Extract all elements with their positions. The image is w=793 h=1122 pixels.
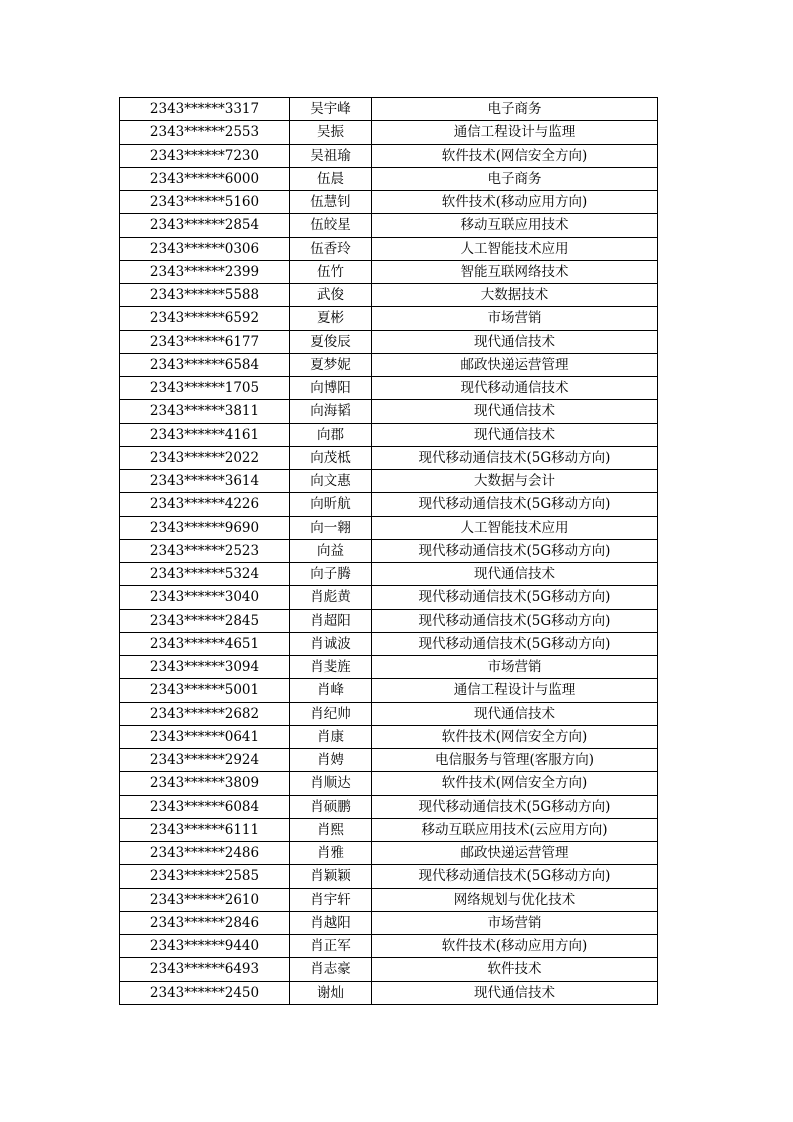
student-name-cell: 肖娉 bbox=[290, 749, 372, 772]
table-row bbox=[120, 191, 658, 214]
student-id-cell: 2343******3094 bbox=[120, 656, 290, 679]
student-name-cell: 伍竹 bbox=[290, 260, 372, 283]
table-row bbox=[120, 563, 658, 586]
table-row bbox=[120, 167, 658, 190]
major-cell: 市场营销 bbox=[372, 656, 658, 679]
major-cell: 现代通信技术 bbox=[372, 423, 658, 446]
table-row bbox=[120, 284, 658, 307]
student-name-cell: 伍晨 bbox=[290, 167, 372, 190]
major-cell: 网络规划与优化技术 bbox=[372, 888, 658, 911]
student-id-cell: 2343******2450 bbox=[120, 981, 290, 1004]
student-name-cell: 向昕航 bbox=[290, 493, 372, 516]
student-id-cell: 2343******6493 bbox=[120, 958, 290, 981]
student-name-cell: 伍慧钊 bbox=[290, 191, 372, 214]
student-name-cell: 肖斐旌 bbox=[290, 656, 372, 679]
table-row bbox=[120, 539, 658, 562]
table-row bbox=[120, 98, 658, 121]
student-table bbox=[119, 97, 658, 1005]
major-cell: 智能互联网络技术 bbox=[372, 260, 658, 283]
student-name-cell: 肖颖颖 bbox=[290, 865, 372, 888]
table-row bbox=[120, 237, 658, 260]
student-id-cell: 2343******2610 bbox=[120, 888, 290, 911]
student-name-cell: 肖宇轩 bbox=[290, 888, 372, 911]
table-row bbox=[120, 377, 658, 400]
major-cell: 软件技术(移动应用方向) bbox=[372, 191, 658, 214]
student-id-cell: 2343******2022 bbox=[120, 446, 290, 469]
major-cell: 现代移动通信技术(5G移动方向) bbox=[372, 539, 658, 562]
student-id-cell: 2343******3317 bbox=[120, 98, 290, 121]
table-body bbox=[120, 98, 658, 1005]
student-name-cell: 向益 bbox=[290, 539, 372, 562]
student-id-cell: 2343******2854 bbox=[120, 214, 290, 237]
table-row bbox=[120, 470, 658, 493]
student-id-cell: 2343******4161 bbox=[120, 423, 290, 446]
table-row bbox=[120, 749, 658, 772]
student-id-cell: 2343******6084 bbox=[120, 795, 290, 818]
student-name-cell: 向郡 bbox=[290, 423, 372, 446]
table-row bbox=[120, 586, 658, 609]
major-cell: 软件技术(网信安全方向) bbox=[372, 725, 658, 748]
major-cell: 人工智能技术应用 bbox=[372, 516, 658, 539]
student-id-cell: 2343******5324 bbox=[120, 563, 290, 586]
major-cell: 通信工程设计与监理 bbox=[372, 121, 658, 144]
table-row bbox=[120, 981, 658, 1004]
student-id-cell: 2343******5588 bbox=[120, 284, 290, 307]
major-cell: 现代移动通信技术(5G移动方向) bbox=[372, 493, 658, 516]
table-row bbox=[120, 144, 658, 167]
major-cell: 软件技术(移动应用方向) bbox=[372, 935, 658, 958]
student-id-cell: 2343******6584 bbox=[120, 353, 290, 376]
student-id-cell: 2343******2846 bbox=[120, 911, 290, 934]
major-cell: 邮政快递运营管理 bbox=[372, 842, 658, 865]
student-id-cell: 2343******9690 bbox=[120, 516, 290, 539]
student-id-cell: 2343******5001 bbox=[120, 679, 290, 702]
table-row bbox=[120, 911, 658, 934]
student-id-cell: 2343******3811 bbox=[120, 400, 290, 423]
student-name-cell: 伍皎星 bbox=[290, 214, 372, 237]
student-id-cell: 2343******4226 bbox=[120, 493, 290, 516]
table-row bbox=[120, 260, 658, 283]
major-cell: 电信服务与管理(客服方向) bbox=[372, 749, 658, 772]
student-id-cell: 2343******6000 bbox=[120, 167, 290, 190]
student-name-cell: 向海韬 bbox=[290, 400, 372, 423]
student-id-cell: 2343******7230 bbox=[120, 144, 290, 167]
major-cell: 移动互联应用技术(云应用方向) bbox=[372, 818, 658, 841]
major-cell: 软件技术(网信安全方向) bbox=[372, 144, 658, 167]
table-row bbox=[120, 330, 658, 353]
table-row bbox=[120, 842, 658, 865]
major-cell: 现代通信技术 bbox=[372, 702, 658, 725]
student-name-cell: 肖熙 bbox=[290, 818, 372, 841]
student-name-cell: 肖峰 bbox=[290, 679, 372, 702]
student-name-cell: 向茂柢 bbox=[290, 446, 372, 469]
student-id-cell: 2343******0641 bbox=[120, 725, 290, 748]
major-cell: 市场营销 bbox=[372, 307, 658, 330]
table-row bbox=[120, 400, 658, 423]
student-name-cell: 肖纪帅 bbox=[290, 702, 372, 725]
student-id-cell: 2343******6111 bbox=[120, 818, 290, 841]
table-row bbox=[120, 725, 658, 748]
student-name-cell: 武俊 bbox=[290, 284, 372, 307]
major-cell: 软件技术(网信安全方向) bbox=[372, 772, 658, 795]
major-cell: 现代移动通信技术 bbox=[372, 377, 658, 400]
student-name-cell: 肖顺达 bbox=[290, 772, 372, 795]
table-row bbox=[120, 353, 658, 376]
student-id-cell: 2343******4651 bbox=[120, 632, 290, 655]
major-cell: 移动互联应用技术 bbox=[372, 214, 658, 237]
major-cell: 现代移动通信技术(5G移动方向) bbox=[372, 609, 658, 632]
table-row bbox=[120, 795, 658, 818]
major-cell: 软件技术 bbox=[372, 958, 658, 981]
student-name-cell: 向子腾 bbox=[290, 563, 372, 586]
student-name-cell: 吴祖瑜 bbox=[290, 144, 372, 167]
table-row bbox=[120, 656, 658, 679]
major-cell: 现代移动通信技术(5G移动方向) bbox=[372, 586, 658, 609]
major-cell: 现代移动通信技术(5G移动方向) bbox=[372, 632, 658, 655]
table-row bbox=[120, 888, 658, 911]
major-cell: 现代通信技术 bbox=[372, 981, 658, 1004]
major-cell: 现代通信技术 bbox=[372, 400, 658, 423]
table-row bbox=[120, 702, 658, 725]
student-id-cell: 2343******9440 bbox=[120, 935, 290, 958]
major-cell: 现代移动通信技术(5G移动方向) bbox=[372, 446, 658, 469]
table-row bbox=[120, 632, 658, 655]
student-name-cell: 肖越阳 bbox=[290, 911, 372, 934]
student-id-cell: 2343******2585 bbox=[120, 865, 290, 888]
student-id-cell: 2343******2682 bbox=[120, 702, 290, 725]
student-name-cell: 谢灿 bbox=[290, 981, 372, 1004]
table-row bbox=[120, 865, 658, 888]
major-cell: 大数据与会计 bbox=[372, 470, 658, 493]
student-id-cell: 2343******3614 bbox=[120, 470, 290, 493]
student-id-cell: 2343******2924 bbox=[120, 749, 290, 772]
major-cell: 通信工程设计与监理 bbox=[372, 679, 658, 702]
student-name-cell: 向博阳 bbox=[290, 377, 372, 400]
table-row bbox=[120, 423, 658, 446]
student-name-cell: 肖诚波 bbox=[290, 632, 372, 655]
student-name-cell: 伍香玲 bbox=[290, 237, 372, 260]
table-row bbox=[120, 446, 658, 469]
student-id-cell: 2343******2845 bbox=[120, 609, 290, 632]
student-id-cell: 2343******2486 bbox=[120, 842, 290, 865]
student-name-cell: 肖雅 bbox=[290, 842, 372, 865]
table-row bbox=[120, 679, 658, 702]
table-row bbox=[120, 609, 658, 632]
student-name-cell: 肖彪黄 bbox=[290, 586, 372, 609]
student-name-cell: 肖康 bbox=[290, 725, 372, 748]
table-row bbox=[120, 935, 658, 958]
major-cell: 现代通信技术 bbox=[372, 563, 658, 586]
table-row bbox=[120, 818, 658, 841]
student-name-cell: 肖超阳 bbox=[290, 609, 372, 632]
table-row bbox=[120, 772, 658, 795]
major-cell: 现代通信技术 bbox=[372, 330, 658, 353]
student-id-cell: 2343******5160 bbox=[120, 191, 290, 214]
major-cell: 市场营销 bbox=[372, 911, 658, 934]
student-name-cell: 吴振 bbox=[290, 121, 372, 144]
student-name-cell: 肖硕鹏 bbox=[290, 795, 372, 818]
table-row bbox=[120, 516, 658, 539]
student-id-cell: 2343******0306 bbox=[120, 237, 290, 260]
student-id-cell: 2343******2523 bbox=[120, 539, 290, 562]
student-name-cell: 夏彬 bbox=[290, 307, 372, 330]
student-name-cell: 吴宇峰 bbox=[290, 98, 372, 121]
student-id-cell: 2343******1705 bbox=[120, 377, 290, 400]
student-id-cell: 2343******2399 bbox=[120, 260, 290, 283]
student-id-cell: 2343******3040 bbox=[120, 586, 290, 609]
student-name-cell: 向文惠 bbox=[290, 470, 372, 493]
student-name-cell: 向一翱 bbox=[290, 516, 372, 539]
major-cell: 现代移动通信技术(5G移动方向) bbox=[372, 865, 658, 888]
major-cell: 大数据技术 bbox=[372, 284, 658, 307]
table-row bbox=[120, 214, 658, 237]
major-cell: 现代移动通信技术(5G移动方向) bbox=[372, 795, 658, 818]
major-cell: 电子商务 bbox=[372, 98, 658, 121]
student-id-cell: 2343******3809 bbox=[120, 772, 290, 795]
student-id-cell: 2343******6592 bbox=[120, 307, 290, 330]
student-name-cell: 夏俊辰 bbox=[290, 330, 372, 353]
student-name-cell: 肖正军 bbox=[290, 935, 372, 958]
student-id-cell: 2343******6177 bbox=[120, 330, 290, 353]
student-id-cell: 2343******2553 bbox=[120, 121, 290, 144]
student-name-cell: 肖志豪 bbox=[290, 958, 372, 981]
table-row bbox=[120, 121, 658, 144]
major-cell: 人工智能技术应用 bbox=[372, 237, 658, 260]
table-row bbox=[120, 307, 658, 330]
table-row bbox=[120, 958, 658, 981]
table-row bbox=[120, 493, 658, 516]
major-cell: 邮政快递运营管理 bbox=[372, 353, 658, 376]
major-cell: 电子商务 bbox=[372, 167, 658, 190]
student-name-cell: 夏梦妮 bbox=[290, 353, 372, 376]
